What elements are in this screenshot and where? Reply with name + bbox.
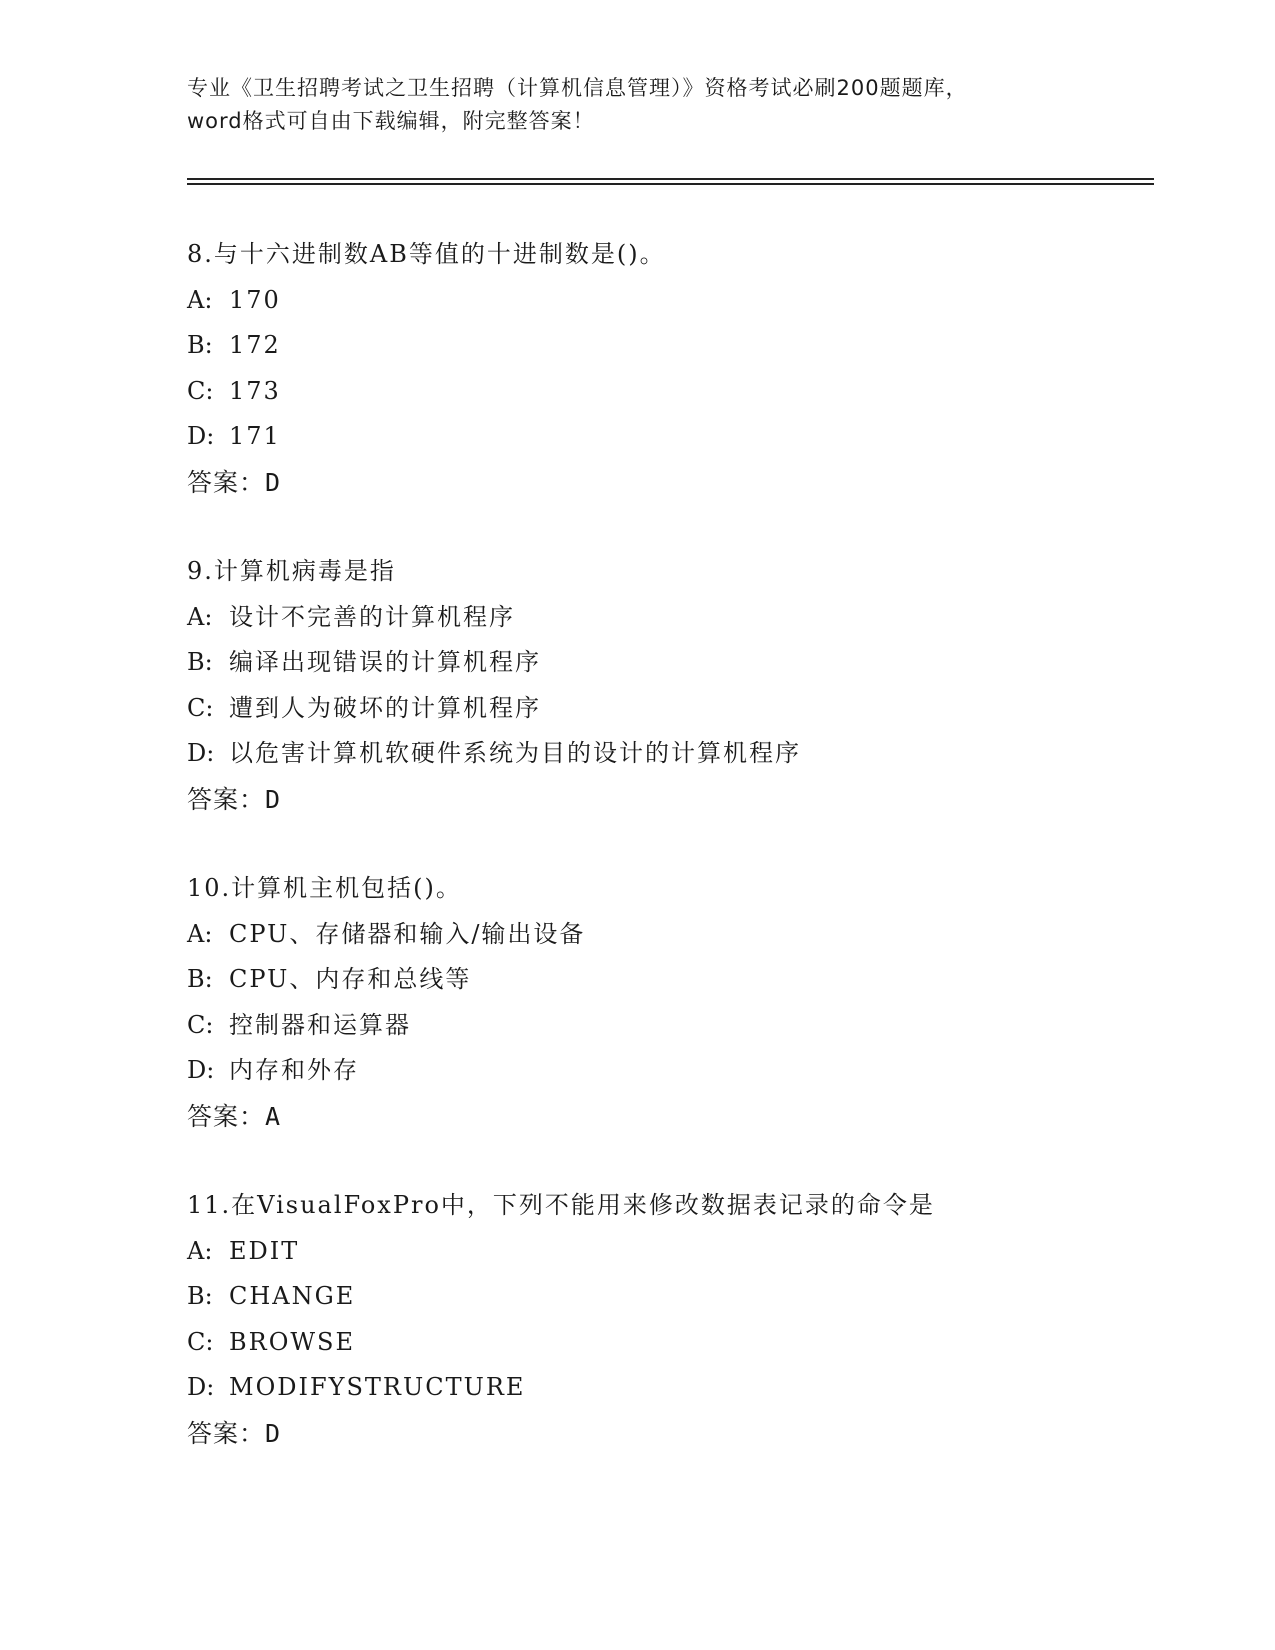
option-d [187,1048,1187,1094]
option-text: 以危害计算机软硬件系统为目的设计的计算机程序 [229,739,801,767]
option-text: 171 [229,422,281,450]
option-b [187,640,1187,686]
option-letter: C: [187,1327,214,1356]
option-d [187,414,1187,460]
option-b [187,323,1187,369]
option-c [187,369,1187,415]
option-a [187,1229,1187,1275]
option-c [187,686,1187,732]
option-letter: D: [187,422,215,450]
option-letter: A: [187,919,213,948]
question-block [187,232,1187,505]
option-letter: C: [187,376,214,405]
option-text: EDIT [229,1236,300,1265]
option-text: CPU、内存和总线等 [229,965,472,993]
answer-label: 答案： [187,467,266,497]
answer-value: D [265,467,282,497]
option-b [187,957,1187,1003]
option-text: 内存和外存 [229,1056,359,1084]
option-letter: B: [187,1282,213,1310]
option-text: BROWSE [229,1327,356,1356]
header-divider-top [187,178,1154,180]
option-d [187,731,1187,777]
header-divider-bottom [187,183,1154,185]
answer-line [187,460,1187,506]
option-c [187,1003,1187,1049]
option-letter: D: [187,1056,215,1084]
option-letter: B: [187,965,213,993]
option-text: 173 [229,376,281,405]
option-letter: D: [187,739,215,767]
option-b [187,1274,1187,1320]
option-letter: B: [187,648,213,676]
option-text: 控制器和运算器 [229,1010,411,1039]
option-text: 172 [229,331,281,359]
option-letter: A: [187,285,213,314]
option-letter: D: [187,1373,215,1401]
option-d [187,1365,1187,1411]
answer-label: 答案： [187,1101,266,1131]
option-text: MODIFYSTRUCTURE [229,1373,526,1401]
answer-value: D [265,784,282,814]
option-text: 编译出现错误的计算机程序 [229,648,541,676]
answer-line [187,1411,1187,1457]
header-line-2: word格式可自由下载编辑，附完整答案！ [187,109,595,133]
option-letter: A: [187,1236,213,1265]
document-header [187,72,1087,138]
option-a [187,912,1187,958]
question-block [187,866,1187,1139]
option-a [187,278,1187,324]
option-text: 170 [229,285,281,314]
answer-value: D [265,1418,282,1448]
option-a [187,595,1187,641]
answer-label: 答案： [187,1418,266,1448]
question-text: 11.在VisualFoxPro中，下列不能用来修改数据表记录的命令是 [187,1191,935,1219]
answer-value: A [265,1101,282,1131]
option-letter: A: [187,602,213,631]
answer-line [187,1094,1187,1140]
option-letter: C: [187,1010,214,1039]
option-letter: B: [187,331,213,359]
option-text: CPU、存储器和输入/输出设备 [229,919,586,948]
question-block [187,1183,1187,1456]
option-letter: C: [187,693,214,722]
option-text: 遭到人为破坏的计算机程序 [229,693,541,722]
header-line-1: 专业《卫生招聘考试之卫生招聘（计算机信息管理）》资格考试必刷200题题库， [187,76,968,100]
answer-line [187,777,1187,823]
question-text: 10.计算机主机包括()。 [187,874,462,902]
option-text: CHANGE [229,1282,356,1310]
question-block [187,549,1187,822]
option-c [187,1320,1187,1366]
question-text: 8.与十六进制数AB等值的十进制数是()。 [187,240,666,268]
question-text: 9.计算机病毒是指 [187,557,396,585]
answer-label: 答案： [187,784,266,814]
option-text: 设计不完善的计算机程序 [229,602,515,631]
